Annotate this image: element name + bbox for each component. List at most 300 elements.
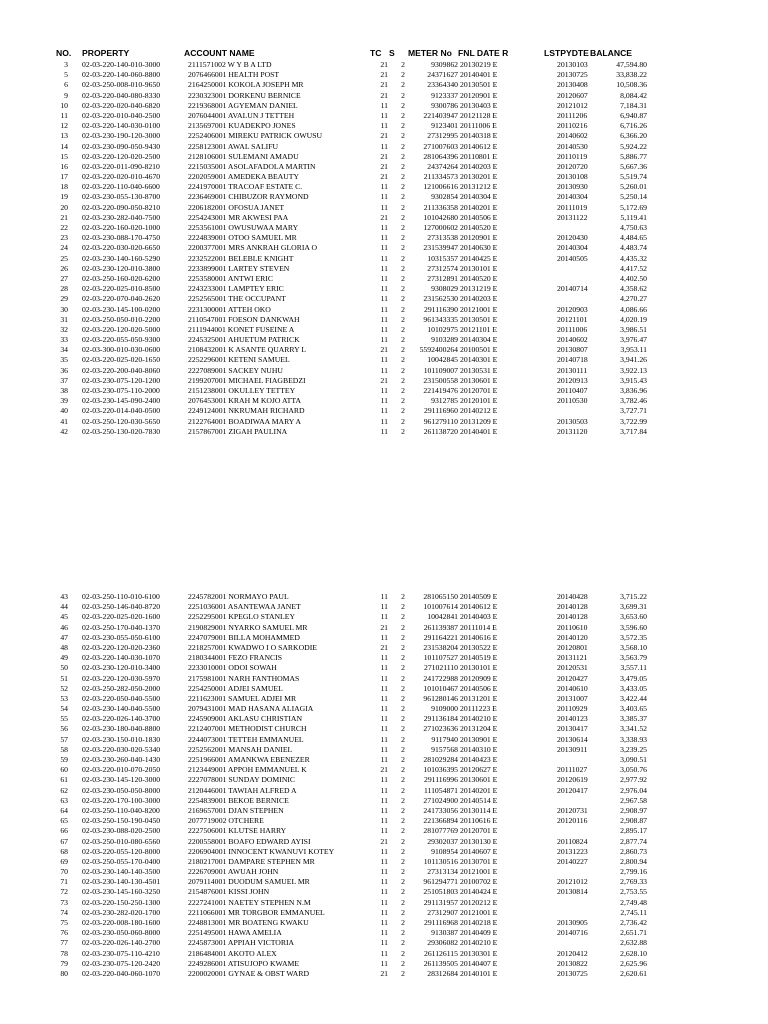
cell-s: 2	[401, 642, 405, 652]
cell-no: 5	[64, 70, 68, 80]
cell-property: 02-03-250-282-050-2000	[82, 683, 161, 693]
cell-account-name: 2224839001 OTOO SAMUEL MR	[188, 233, 297, 243]
cell-fnl-date-r: 20140423 E	[460, 755, 498, 764]
cell-lstpydte: 20120731	[557, 805, 588, 815]
cell-lstpydte: 20120720	[557, 161, 588, 171]
table-row	[0, 376, 768, 386]
cell-tc: 11	[380, 406, 388, 416]
cell-property: 02-03-220-140-060-8800	[82, 70, 161, 80]
table-row	[0, 612, 768, 622]
cell-tc: 11	[380, 202, 388, 212]
table-row	[0, 714, 768, 724]
cell-fnl-date-r: 20140401 E	[460, 70, 498, 80]
cell-tc: 11	[380, 958, 388, 968]
cell-property: 02-03-220-090-050-8210	[82, 202, 161, 212]
cell-no: 60	[60, 765, 68, 775]
cell-s: 2	[401, 805, 405, 815]
cell-lstpydte: 20130111	[557, 365, 588, 375]
cell-s: 2	[401, 375, 405, 385]
cell-no: 52	[60, 683, 68, 693]
cell-s: 2	[401, 60, 405, 69]
table-row	[0, 70, 768, 80]
cell-balance: 3,596.60	[620, 622, 647, 632]
cell-property: 02-03-300-010-030-0600	[82, 345, 161, 355]
cell-meter-no: 231500558	[423, 375, 458, 385]
cell-account-name: 2076453001 KRAH M KOJO ATTA	[188, 396, 301, 406]
cell-meter-no: 271021110	[423, 663, 458, 673]
cell-s: 2	[401, 100, 405, 110]
cell-account-name: 2227089001 SACKEY NUHU	[188, 365, 283, 375]
cell-property: 02-03-250-150-190-0450	[82, 816, 161, 826]
cell-tc: 11	[380, 233, 388, 243]
table-row	[0, 796, 768, 806]
cell-tc: 11	[380, 938, 388, 948]
cell-no: 9	[64, 90, 68, 100]
cell-fnl-date-r: 20140607 E	[460, 846, 498, 856]
table-row	[0, 724, 768, 734]
cell-s: 2	[401, 70, 405, 80]
cell-property: 02-03-230-145-120-3000	[82, 775, 161, 785]
table-row	[0, 949, 768, 959]
table-row	[0, 192, 768, 202]
cell-no: 41	[60, 416, 68, 426]
cell-tc: 11	[380, 284, 388, 294]
cell-tc: 21	[380, 622, 388, 632]
cell-balance: 5,667.36	[620, 161, 647, 171]
cell-meter-no: 101010467	[423, 683, 458, 693]
cell-property: 02-03-230-075-110-4210	[82, 948, 160, 958]
cell-fnl-date-r: 20140301 E	[460, 355, 498, 365]
cell-property: 02-03-230-180-040-8800	[82, 724, 161, 734]
cell-fnl-date-r: 20130601 E	[460, 775, 498, 785]
cell-fnl-date-r: 20110801 E	[460, 151, 498, 161]
header-balance: BALANCE	[590, 48, 633, 58]
cell-no: 66	[60, 826, 68, 836]
cell-meter-no: 281029284	[423, 755, 458, 764]
cell-lstpydte: 20111006	[557, 324, 588, 334]
cell-tc: 11	[380, 304, 388, 314]
cell-meter-no: 24371627	[427, 70, 458, 80]
cell-account-name: 2258123001 AWAL SALIFU	[188, 141, 279, 151]
cell-meter-no: 291131957	[423, 897, 458, 907]
table-row	[0, 745, 768, 755]
cell-lstpydte: 20120801	[557, 642, 588, 652]
cell-balance: 2,877.74	[620, 836, 647, 846]
cell-meter-no: 101107527	[423, 653, 458, 663]
cell-account-name: 2251966001 AMANKWA EBENEZER	[188, 755, 310, 764]
cell-lstpydte: 20131120	[557, 426, 588, 436]
cell-s: 2	[401, 416, 405, 426]
cell-property: 02-03-220-055-120-8000	[82, 846, 161, 856]
cell-s: 2	[401, 816, 405, 826]
cell-balance: 3,915.43	[620, 375, 647, 385]
table-row	[0, 908, 768, 918]
cell-balance: 5,260.01	[620, 182, 647, 192]
table-row	[0, 857, 768, 867]
cell-lstpydte: 20130930	[557, 182, 588, 192]
cell-account-name: 2245909001 AKLASU CHRISTIAN	[188, 714, 303, 724]
cell-fnl-date-r: 20121101 E	[460, 324, 498, 334]
cell-fnl-date-r: 20121001 E	[460, 304, 498, 314]
cell-balance: 3,433.05	[620, 683, 647, 693]
cell-property: 02-03-220-020-040-6820	[82, 100, 161, 110]
cell-lstpydte: 20120531	[557, 663, 588, 673]
cell-lstpydte: 20130417	[557, 724, 588, 734]
cell-property: 02-03-230-282-020-1700	[82, 907, 161, 917]
cell-fnl-date-r: 20130403 E	[460, 100, 498, 110]
cell-fnl-date-r: 20130101 E	[460, 263, 498, 273]
cell-property: 02-03-250-008-010-9650	[82, 80, 161, 90]
cell-lstpydte: 20140123	[557, 714, 588, 724]
table-row	[0, 938, 768, 948]
cell-s: 2	[401, 826, 405, 836]
cell-tc: 21	[380, 60, 388, 69]
cell-lstpydte: 20140718	[557, 355, 588, 365]
table-row	[0, 345, 768, 355]
cell-account-name: 2231300001 ATTEH OKO	[188, 304, 271, 314]
cell-meter-no: 291136184	[423, 714, 458, 724]
table-row	[0, 91, 768, 101]
cell-lstpydte: 20140120	[557, 632, 588, 642]
cell-fnl-date-r: 20140506 E	[460, 683, 498, 693]
cell-account-name: 2249124001 NKRUMAH RICHARD	[188, 406, 305, 416]
cell-account-name: 2244073001 TETTEH EMMANUEL	[188, 734, 304, 744]
cell-property: 02-03-250-160-020-6200	[82, 273, 161, 283]
cell-no: 73	[60, 897, 68, 907]
cell-lstpydte: 20130503	[557, 416, 588, 426]
cell-meter-no: 121006616	[423, 182, 458, 192]
cell-balance: 8,084.42	[620, 90, 647, 100]
cell-property: 02-03-220-014-040-0500	[82, 406, 161, 416]
cell-no: 30	[60, 304, 68, 314]
cell-s: 2	[401, 683, 405, 693]
cell-account-name: 2227241001 NAETEY STEPHEN N.M	[188, 897, 311, 907]
cell-meter-no: 961294771	[423, 877, 458, 887]
table-row	[0, 653, 768, 663]
cell-account-name: 2254839001 BEKOE BERNICE	[188, 795, 289, 805]
cell-s: 2	[401, 887, 405, 897]
cell-s: 2	[401, 212, 405, 222]
cell-balance: 4,483.74	[620, 243, 647, 253]
cell-no: 15	[60, 151, 68, 161]
cell-fnl-date-r: 20100702 E	[460, 877, 498, 887]
cell-property: 02-03-250-146-040-8720	[82, 602, 161, 612]
cell-balance: 2,895.17	[620, 826, 647, 836]
cell-lstpydte: 20130814	[557, 887, 588, 897]
cell-property: 02-03-230-145-160-3250	[82, 887, 161, 897]
table-row	[0, 243, 768, 253]
cell-balance: 2,769.33	[620, 877, 647, 887]
cell-property: 02-03-250-050-010-2200	[82, 314, 161, 324]
cell-s: 2	[401, 897, 405, 907]
cell-no: 42	[60, 426, 68, 436]
cell-tc: 11	[380, 314, 388, 324]
cell-account-name: 2076466001 HEALTH POST	[188, 70, 280, 80]
cell-fnl-date-r: 20140630 E	[460, 243, 498, 253]
cell-tc: 21	[380, 375, 388, 385]
cell-lstpydte: 20131223	[557, 846, 588, 856]
cell-fnl-date-r: 20140201 E	[460, 202, 498, 212]
cell-meter-no: 291116390	[423, 304, 458, 314]
cell-lstpydte: 20110929	[557, 704, 588, 714]
table-row	[0, 623, 768, 633]
table-row	[0, 928, 768, 938]
cell-meter-no: 10042841	[427, 612, 458, 622]
cell-account-name: 2135697001 KUADEKPO JONES	[188, 121, 296, 131]
cell-account-name: 2252565001 THE OCCUPANT	[188, 294, 286, 304]
cell-account-name: 2120446001 TAWIAH ALFRED A	[188, 785, 297, 795]
cell-fnl-date-r: 20131209 E	[460, 416, 498, 426]
cell-account-name: 2251495001 HAWA AMELIA	[188, 928, 282, 938]
cell-s: 2	[401, 744, 405, 754]
cell-property: 02-03-220-020-010-4670	[82, 172, 161, 182]
table-row	[0, 887, 768, 897]
cell-no: 47	[60, 632, 68, 642]
cell-tc: 11	[380, 948, 388, 958]
cell-account-name: 2249286001 ATISUJOPO KWAME	[188, 958, 300, 968]
table-row	[0, 386, 768, 396]
cell-meter-no: 23364340	[427, 80, 458, 90]
cell-no: 35	[60, 355, 68, 365]
cell-balance: 2,736.42	[620, 918, 647, 927]
table-row	[0, 274, 768, 284]
cell-tc: 21	[380, 172, 388, 182]
cell-lstpydte: 20111019	[557, 202, 588, 212]
cell-fnl-date-r: 20140304 E	[460, 192, 498, 202]
header-tc: TC	[370, 48, 382, 58]
cell-balance: 3,727.71	[620, 406, 647, 416]
cell-no: 38	[60, 386, 68, 395]
cell-account-name: 2077719002 OTCHERE	[188, 816, 264, 826]
cell-no: 3	[64, 60, 68, 69]
cell-property: 02-03-230-050-050-8000	[82, 785, 161, 795]
cell-no: 68	[60, 846, 68, 856]
cell-fnl-date-r: 20110616 E	[460, 816, 498, 826]
cell-property: 02-03-220-010-070-2050	[82, 765, 161, 775]
cell-lstpydte: 20140716	[557, 928, 588, 938]
cell-balance: 3,557.11	[620, 663, 647, 673]
cell-no: 61	[60, 775, 68, 785]
cell-no: 79	[60, 958, 68, 968]
cell-account-name: 2200020001 GYNAE & OBST WARD	[188, 968, 310, 978]
cell-property: 02-03-220-120-020-2500	[82, 151, 161, 161]
cell-no: 33	[60, 335, 68, 345]
cell-tc: 11	[380, 110, 388, 120]
cell-fnl-date-r: 20140203 E	[460, 294, 498, 304]
cell-s: 2	[401, 151, 405, 161]
cell-account-name: 2219368001 AGYEMAN DANIEL	[188, 100, 298, 110]
cell-no: 40	[60, 406, 68, 416]
cell-balance: 2,628.10	[620, 948, 647, 958]
table-row	[0, 694, 768, 704]
cell-s: 2	[401, 968, 405, 978]
cell-account-name: 2252406001 MIREKU PATRICK OWUSU	[188, 131, 323, 141]
cell-property: 02-03-250-110-010-6100	[82, 592, 160, 601]
cell-meter-no: 961280146	[423, 693, 458, 703]
cell-property: 02-03-250-010-080-6560	[82, 836, 161, 846]
cell-meter-no: 101007614	[423, 602, 458, 612]
cell-no: 49	[60, 653, 68, 663]
cell-account-name: 2211623001 SAMUEL ADJEI MR	[188, 693, 297, 703]
cell-lstpydte: 20140428	[557, 592, 588, 601]
cell-no: 16	[60, 161, 68, 171]
cell-lstpydte: 20140714	[557, 284, 588, 294]
cell-no: 67	[60, 836, 68, 846]
cell-tc: 11	[380, 355, 388, 365]
cell-fnl-date-r: 20140519 E	[460, 653, 498, 663]
cell-meter-no: 961279110	[423, 416, 458, 426]
cell-tc: 11	[380, 826, 388, 836]
cell-fnl-date-r: 20120212 E	[460, 897, 498, 907]
cell-account-name: 2154876001 KISSI JOHN	[188, 887, 270, 897]
cell-no: 55	[60, 714, 68, 724]
cell-property: 02-03-230-055-050-6100	[82, 632, 161, 642]
cell-balance: 4,086.66	[620, 304, 647, 314]
cell-s: 2	[401, 704, 405, 714]
table-row	[0, 172, 768, 182]
cell-s: 2	[401, 355, 405, 365]
cell-s: 2	[401, 856, 405, 866]
table-row	[0, 131, 768, 141]
cell-balance: 3,782.46	[620, 396, 647, 406]
cell-meter-no: 27312574	[427, 263, 458, 273]
cell-meter-no: 101109007	[423, 365, 458, 375]
cell-s: 2	[401, 693, 405, 703]
cell-fnl-date-r: 20111006 E	[460, 121, 497, 131]
cell-account-name: 2226709001 AWUAH JOHN	[188, 867, 279, 877]
cell-account-name: 2252562001 MANSAH DANIEL	[188, 744, 293, 754]
cell-no: 58	[60, 744, 68, 754]
cell-property: 02-03-220-025-010-8500	[82, 284, 161, 294]
cell-meter-no: 9308029	[431, 284, 458, 294]
cell-balance: 3,239.25	[620, 744, 647, 754]
cell-account-name: 2200377001 MRS ANKRAH GLORIA O	[188, 243, 317, 253]
cell-balance: 4,750.63	[620, 223, 647, 232]
cell-no: 53	[60, 693, 68, 703]
cell-meter-no: 221403947	[423, 110, 458, 120]
cell-no: 24	[60, 243, 68, 253]
table-row	[0, 867, 768, 877]
cell-property: 02-03-220-110-040-6600	[82, 182, 160, 192]
cell-fnl-date-r: 20140310 E	[460, 744, 498, 754]
cell-meter-no: 231562530	[423, 294, 458, 304]
cell-account-name: 2157867001 ZIGAH PAULINA	[188, 426, 288, 436]
cell-lstpydte: 20130725	[557, 70, 588, 80]
cell-tc: 11	[380, 663, 388, 673]
cell-meter-no: 101036395	[423, 765, 458, 775]
cell-account-name: 2254243001 MR AKWESI PAA	[188, 212, 289, 222]
cell-no: 27	[60, 273, 68, 283]
cell-s: 2	[401, 755, 405, 764]
cell-no: 77	[60, 938, 68, 948]
table-row	[0, 121, 768, 131]
cell-property: 02-03-220-026-140-3700	[82, 714, 161, 724]
cell-meter-no: 291116960	[423, 406, 458, 416]
cell-no: 20	[60, 202, 68, 212]
cell-fnl-date-r: 20130601 E	[460, 375, 498, 385]
cell-lstpydte: 20130911	[557, 744, 588, 754]
cell-balance: 3,922.13	[620, 365, 647, 375]
cell-tc: 11	[380, 632, 388, 642]
cell-lstpydte: 20110824	[557, 836, 588, 846]
cell-fnl-date-r: 20140210 E	[460, 938, 498, 948]
cell-property: 02-03-230-140-130-4501	[82, 877, 161, 887]
cell-meter-no: 291116968	[423, 918, 458, 927]
cell-fnl-date-r: 20140403 E	[460, 612, 498, 622]
cell-s: 2	[401, 335, 405, 345]
cell-balance: 4,484.65	[620, 233, 647, 243]
cell-lstpydte: 20120116	[557, 816, 588, 826]
cell-property: 02-03-230-282-040-7500	[82, 212, 161, 222]
cell-balance: 5,119.41	[620, 212, 647, 222]
header-account-name: ACCOUNT NAME	[184, 48, 255, 58]
cell-meter-no: 261138720	[423, 426, 458, 436]
cell-tc: 21	[380, 212, 388, 222]
cell-s: 2	[401, 233, 405, 243]
cell-meter-no: 27312891	[427, 273, 458, 283]
cell-tc: 11	[380, 263, 388, 273]
cell-lstpydte: 20110610	[557, 622, 588, 632]
cell-fnl-date-r: 20120909 E	[460, 673, 498, 683]
cell-account-name: 2180344001 FEZO FRANCIS	[188, 653, 282, 663]
cell-no: 63	[60, 795, 68, 805]
cell-balance: 5,924.22	[620, 141, 647, 151]
cell-tc: 11	[380, 294, 388, 304]
cell-balance: 6,366.20	[620, 131, 647, 141]
cell-s: 2	[401, 110, 405, 120]
cell-lstpydte: 20140505	[557, 253, 588, 263]
cell-lstpydte: 20130408	[557, 80, 588, 90]
table-row	[0, 213, 768, 223]
cell-s: 2	[401, 948, 405, 958]
cell-no: 22	[60, 223, 68, 232]
cell-tc: 11	[380, 887, 388, 897]
cell-meter-no: 27312907	[427, 907, 458, 917]
cell-balance: 2,967.58	[620, 795, 647, 805]
cell-account-name: 2122764001 BOADIWAA MARY A	[188, 416, 302, 426]
cell-fnl-date-r: 20120627 E	[460, 765, 498, 775]
table-row	[0, 396, 768, 406]
cell-meter-no: 271023636	[423, 724, 458, 734]
cell-s: 2	[401, 714, 405, 724]
cell-s: 2	[401, 958, 405, 968]
cell-tc: 11	[380, 907, 388, 917]
cell-s: 2	[401, 918, 405, 927]
header-fnl-date-r: FNL DATE R	[458, 48, 509, 58]
cell-tc: 21	[380, 80, 388, 90]
cell-no: 21	[60, 212, 68, 222]
cell-meter-no: 241722988	[423, 673, 458, 683]
cell-no: 39	[60, 396, 68, 406]
cell-s: 2	[401, 653, 405, 663]
cell-fnl-date-r: 20140401 E	[460, 426, 498, 436]
cell-s: 2	[401, 907, 405, 917]
cell-lstpydte: 20130725	[557, 968, 588, 978]
cell-account-name: 2212407001 METHODIST CHURCH	[188, 724, 307, 734]
cell-s: 2	[401, 775, 405, 785]
cell-account-name: 2079431001 MAD HASANA ALIAGIA	[188, 704, 314, 714]
cell-tc: 11	[380, 273, 388, 283]
cell-lstpydte: 20121012	[557, 100, 588, 110]
cell-tc: 11	[380, 704, 388, 714]
table-row	[0, 223, 768, 233]
cell-s: 2	[401, 243, 405, 253]
cell-no: 23	[60, 233, 68, 243]
table-row	[0, 837, 768, 847]
header-lstpydte: LSTPYDTE	[544, 48, 589, 58]
cell-property: 02-03-230-145-090-2400	[82, 396, 161, 406]
cell-no: 65	[60, 816, 68, 826]
